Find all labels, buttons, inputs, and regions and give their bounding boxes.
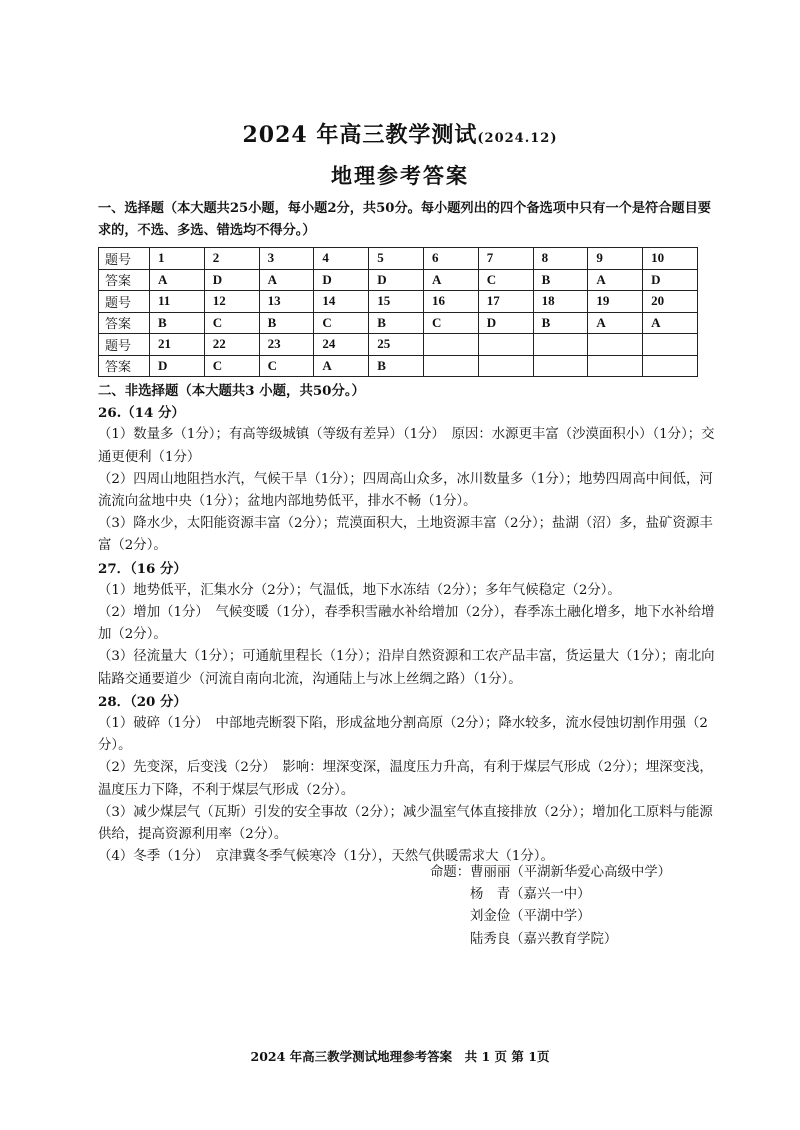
question-number-cell: 22 <box>204 334 259 356</box>
section1-intro: 一、选择题（本大题共25小题，每小题2分，共50分。每小题列出的四个备选项中只有一个是符合题目要求的，不选、多选、错选均不得分。） <box>98 201 711 238</box>
answer-cell: D <box>369 269 424 291</box>
question-number-cell <box>588 334 643 356</box>
question-number-cell: 7 <box>478 248 533 270</box>
answer-cell: C <box>478 269 533 291</box>
answer-row <box>99 312 698 334</box>
q27-line: （3）径流量大（1分）；可通航里程长（1分）；沿岸自然资源和工农产品丰富，货运量大（1分）；南北向陆路交通要道少（河流自南向北流，沟通陆上与冰上丝绸之路）（1分）。 <box>98 649 715 687</box>
question-number-row <box>99 291 698 313</box>
answer-cell: A <box>423 269 478 291</box>
page-footer: 2024 年高三教学测试地理参考答案 共 1 页 第 1页 <box>250 1049 550 1064</box>
answer-cell <box>423 355 478 377</box>
q27-heading: 27．（16 分） <box>98 560 187 577</box>
author-name: 刘金俭（平湖中学） <box>470 909 591 925</box>
question-number-cell: 4 <box>314 248 369 270</box>
question-number-cell <box>533 334 588 356</box>
answer-cell: A <box>314 355 369 377</box>
question-number-row <box>99 248 698 270</box>
answer-cell: D <box>314 269 369 291</box>
author-name: 杨 青（嘉兴一中） <box>470 887 591 903</box>
row-label: 答案 <box>99 312 150 334</box>
authors-block <box>430 862 671 951</box>
question-number-cell: 3 <box>259 248 314 270</box>
question-number-cell: 6 <box>423 248 478 270</box>
answer-cell <box>478 355 533 377</box>
author-name: 陆秀良（嘉兴教育学院） <box>470 931 618 947</box>
question-number-cell <box>478 334 533 356</box>
answer-cell: A <box>150 269 205 291</box>
answer-cell: B <box>533 312 588 334</box>
question-number-cell: 21 <box>150 334 205 356</box>
answer-cell: A <box>588 269 643 291</box>
answer-cell: D <box>204 269 259 291</box>
question-number-cell: 18 <box>533 291 588 313</box>
q27-line: （1）地势低平，汇集水分（2分）；气温低，地下水冻结（2分）；多年气候稳定（2分）。 <box>98 582 621 598</box>
question-number-cell: 24 <box>314 334 369 356</box>
question-number-cell: 1 <box>150 248 205 270</box>
answer-cell: C <box>423 312 478 334</box>
answer-cell: B <box>259 312 314 334</box>
q28-line: （2）先变深，后变浅（2分） 影响：埋深变深，温度压力升高，有利于煤层气形成（2分）；埋深变浅，温度压力下降，不利于煤层气形成（2分）。 <box>98 760 713 798</box>
question-number-cell: 8 <box>533 248 588 270</box>
q27-line: （2）增加（1分） 气候变暖（1分），春季积雪融水补给增加（2分），春季冻土融化增多，地下水补给增加（2分）。 <box>98 605 715 643</box>
q28-line: （4）冬季（1分） 京津冀冬季气候寒冷（1分），天然气供暖需求大（1分）。 <box>98 849 554 865</box>
question-number-cell: 2 <box>204 248 259 270</box>
question-number-row <box>99 334 698 356</box>
answer-cell: A <box>588 312 643 334</box>
author-name: 曹丽丽（平湖新华爱心高级中学） <box>470 865 672 880</box>
q28-heading: 28．（20 分） <box>98 693 187 710</box>
answer-cell: D <box>643 269 698 291</box>
row-label: 题号 <box>99 334 150 356</box>
question-number-cell: 15 <box>369 291 424 313</box>
row-label: 答案 <box>99 269 150 291</box>
answer-cell: C <box>204 355 259 377</box>
q26-line: （2）四周山地阻挡水汽，气候干旱（1分）；四周高山众多，冰川数量多（1分）；地势四周高中间低，河流流向盆地中央（1分）；盆地内部地势低平，排水不畅（1分）。 <box>98 471 713 510</box>
answer-row <box>99 269 698 291</box>
question-number-cell: 14 <box>314 291 369 313</box>
answer-cell: C <box>204 312 259 334</box>
q26-heading: 26.（14 分） <box>98 405 185 422</box>
answer-cell <box>588 355 643 377</box>
answer-cell: B <box>533 269 588 291</box>
question-number-cell: 5 <box>369 248 424 270</box>
question-number-cell: 16 <box>423 291 478 313</box>
question-number-cell: 9 <box>588 248 643 270</box>
answer-cell <box>643 355 698 377</box>
row-label: 题号 <box>99 248 150 270</box>
q28-line: （1）破碎（1分） 中部地壳断裂下陷，形成盆地分割高原（2分）；降水较多，流水侵蚀切割作用强（2分）。 <box>98 716 708 754</box>
question-number-cell: 23 <box>259 334 314 356</box>
answer-cell <box>533 355 588 377</box>
question-number-cell <box>643 334 698 356</box>
answer-row <box>99 355 698 377</box>
title-text: 2024 年高三教学测试 <box>242 122 478 148</box>
q28-line: （3）减少煤层气（瓦斯）引发的安全事故（2分）；减少温室气体直接排放（2分）；增加化工原料与能源供给，提高资源利用率（2分）。 <box>98 804 713 843</box>
answer-cell: A <box>643 312 698 334</box>
title-date: (2024.12) <box>477 131 558 146</box>
answer-cell: B <box>369 355 424 377</box>
answer-cell: D <box>478 312 533 334</box>
q26-line: （1）数量多（1分）；有高等级城镇（等级有差异）（1分） 原因：水源更丰富（沙漠面积小）（1分）；交通更便利（1分） <box>98 427 715 465</box>
answer-cell: C <box>259 355 314 377</box>
question-number-cell: 11 <box>150 291 205 313</box>
row-label: 题号 <box>99 291 150 313</box>
question-number-cell: 19 <box>588 291 643 313</box>
answer-table <box>98 247 698 377</box>
question-number-cell: 20 <box>643 291 698 313</box>
question-number-cell <box>423 334 478 356</box>
page-title <box>0 118 800 149</box>
answer-cell: B <box>369 312 424 334</box>
section2 <box>98 380 718 868</box>
question-number-cell: 12 <box>204 291 259 313</box>
answer-cell: A <box>259 269 314 291</box>
question-number-cell: 13 <box>259 291 314 313</box>
authors-label: 命题： <box>430 865 471 880</box>
section2-intro: 二、非选择题（本大题共3 小题，共50分。） <box>98 383 365 399</box>
question-number-cell: 25 <box>369 334 424 356</box>
page-subtitle: 地理参考答案 <box>331 163 469 188</box>
row-label: 答案 <box>99 355 150 377</box>
question-number-cell: 10 <box>643 248 698 270</box>
answer-cell: B <box>150 312 205 334</box>
q26-line: （3）降水少，太阳能资源丰富（2分）；荒漠面积大，土地资源丰富（2分）；盐湖（沼）多，盐矿资源丰富（2分）。 <box>98 516 713 554</box>
answer-cell: D <box>150 355 205 377</box>
question-number-cell: 17 <box>478 291 533 313</box>
answer-cell: C <box>314 312 369 334</box>
